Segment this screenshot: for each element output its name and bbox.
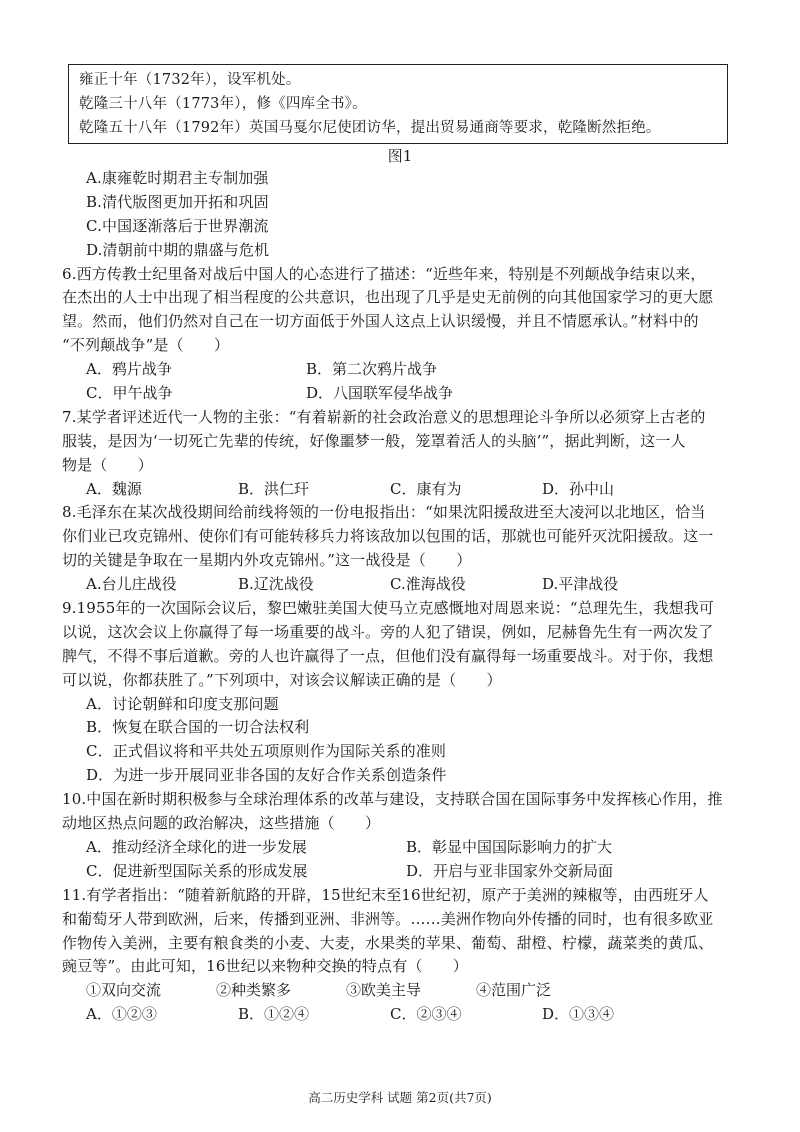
q11-stem-line: 作物传入美洲，主要有粮食类的小麦、大麦，水果类的苹果、葡萄、甜橙、柠檬，蔬菜类的黄瓜、 [62,933,714,952]
q8-option-b: B.辽沈战役 [238,575,314,594]
q7-option-c: C．康有为 [390,479,462,498]
q6-stem-line: 望。然而，他们仍然对自己在一切方面低于外国人这点上认识缓慢，并且不情愿承认。”材料中的 [62,312,699,331]
q9-option-a: A．讨论朝鲜和印度支那问题 [86,694,279,713]
q6-option-d: D．八国联军侵华战争 [306,384,454,403]
q11-stem-line: 豌豆等”。由此可知，16世纪以来物种交换的特点有（ ） [62,957,468,976]
q9-stem-line: 以说，这次会议上你赢得了每一场重要的战斗。旁的人犯了错误，例如，尼赫鲁先生有一两次发了 [62,622,714,641]
q8-stem-line: 切的关键是争取在一星期内外攻克锦州。”这一战役是（ ） [62,551,472,570]
q10-option-d: D．开启与亚非国家外交新局面 [406,861,614,880]
page-footer: 高二历史学科 试题 第2页(共7页) [308,1090,492,1105]
q6-stem-line: 在杰出的人士中出现了相当程度的公共意识，也出现了几乎是史无前例的向其他国家学习的更大愿 [62,288,714,307]
q5-option-a: A.康雍乾时期君主专制加强 [86,169,269,187]
material-line: 乾隆五十八年（1792年）英国马戛尔尼使团访华，提出贸易通商等要求，乾隆断然拒绝。 [79,120,661,136]
q6-options-row [62,382,742,406]
q9-stem-line: 可以说，你都获胜了。”下列项中，对该会议解读正确的是（ ） [62,670,502,689]
figure-caption: 图1 [387,147,413,165]
q6-options-row [62,358,742,382]
q6-stem-line: “不列颠战争”是（ ） [62,336,230,355]
q5-option-b: B.清代版图更加开拓和巩固 [86,192,269,211]
q8-stem-line: 8.毛泽东在某次战役期间给前线将领的一份电报指出：“如果沈阳援敌进至大凌河以北地区，恰当 [62,503,706,522]
q11-item: ④范围广泛 [476,981,552,1000]
q6-option-b: B．第二次鸦片战争 [306,360,438,379]
q7-stem-line: 服装，是因为‘一切死亡先辈的传统，好像噩梦一般，笼罩着活人的头脑’”，据此判断，这一人 [62,431,686,450]
q9-option-d: D．为进一步开展同亚非各国的友好合作关系创造条件 [86,766,447,785]
q7-option-d: D．孙中山 [542,479,615,498]
q7-options-row [62,478,742,502]
material-line: 雍正十年（1732年），设军机处。 [79,72,301,88]
q10-options-row [62,836,742,860]
q8-options-row [62,573,742,597]
q9-stem-line: 脾气，不得不事后道歉。旁的人也许赢得了一点，但他们没有赢得每一场重要战斗。对于你，我想 [62,646,714,665]
q9-stem-line: 9.1955年的一次国际会议后，黎巴嫩驻美国大使马立克感慨地对周恩来说：“总理先生，我想我可 [62,599,715,618]
q11-option-d: D．①③④ [542,1005,615,1024]
q11-stem-line: 11.有学者指出：“随着新航路的开辟，15世纪末至16世纪初，原产于美洲的辣椒等，由西班牙人 [62,885,709,904]
material-line: 乾隆三十八年（1773年），修《四库全书》。 [79,96,367,112]
q5-option-d: D.清朝前中期的鼎盛与危机 [86,240,270,259]
q11-option-c: C．②③④ [390,1005,462,1024]
q10-options-row [62,860,742,884]
q7-option-a: A．魏源 [86,479,142,498]
q8-stem-line: 你们业已攻克锦州、使你们有可能转移兵力将该敌加以包围的话，那就也可能歼灭沈阳援敌。这一 [62,527,714,546]
questions [62,167,742,1027]
q11-options-row [62,1003,742,1027]
q9-option-c: C．正式倡议将和平共处五项原则作为国际关系的准则 [86,742,447,761]
q11-option-a: A．①②③ [86,1005,157,1024]
material-box [68,64,728,144]
q8-option-c: C.淮海战役 [390,575,466,594]
q11-item: ①双向交流 [86,981,162,1000]
q8-option-d: D.平津战役 [542,575,619,594]
q11-stem-line: 和葡萄牙人带到欧洲，后来，传播到亚洲、非洲等。……美洲作物向外传播的同时，也有很多欧亚 [62,909,714,928]
q6-stem-line: 6.西方传教士纪里备对战后中国人的心态进行了描述：“近些年来，特别是不列颠战争结束以来， [62,264,706,283]
q7-stem-line: 7.某学者评述近代一人物的主张：“有着崭新的社会政治意义的思想理论斗争所以必须穿上古老的 [62,407,706,426]
q5-option-c: C.中国逐渐落后于世界潮流 [86,216,269,235]
q7-option-b: B．洪仁玕 [238,479,310,498]
q9-option-b: B．恢复在联合国的一切合法权利 [86,718,310,737]
q6-option-c: C．甲午战争 [86,384,173,403]
q8-option-a: A.台儿庄战役 [86,575,177,594]
q11-items-row [62,979,742,1003]
q11-item: ②种类繁多 [216,981,292,1000]
q10-option-c: C．促进新型国际关系的形成发展 [86,861,308,880]
q10-stem-line: 动地区热点问题的政治解决，这些措施（ ） [62,814,381,833]
q11-item: ③欧美主导 [346,981,422,1000]
q10-option-b: B．彰显中国国际影响力的扩大 [406,837,613,856]
q7-stem-line: 物是（ ） [62,455,153,474]
q11-option-b: B．①②④ [238,1005,310,1024]
q10-option-a: A．推动经济全球化的进一步发展 [86,837,307,856]
q6-option-a: A．鸦片战争 [86,360,172,379]
q10-stem-line: 10.中国在新时期积极参与全球治理体系的改革与建设，支持联合国在国际事务中发挥核心作用，推 [62,790,723,809]
